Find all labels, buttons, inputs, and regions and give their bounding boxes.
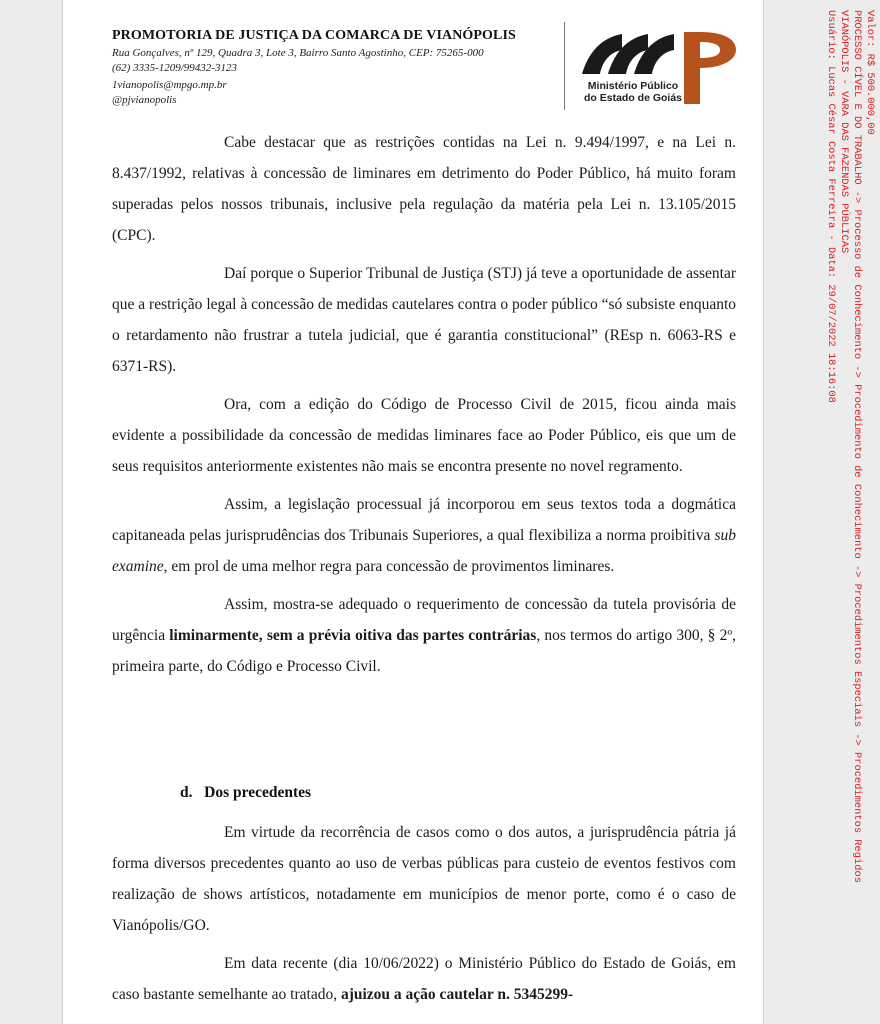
office-address: Rua Gonçalves, nº 129, Quadra 3, Lote 3, Bairro Santo Agostinho, CEP: 75265-000 [112, 47, 484, 59]
stamp-user-date: Usuário: Lucas César Costa Ferreira - Data: 29/07/2022 18:16:08 [825, 10, 837, 403]
paragraph-4-text-a: Assim, a legislação processual já incorporou em seus textos toda a dogmática capitaneada pelas jurisprudências dos Tribunais Superiores, a qual flexibiliza a norma proibitiva [112, 496, 736, 544]
logo-caption [578, 80, 688, 104]
stamp-text-block [806, 10, 876, 1024]
paragraph-3: Ora, com a edição do Código de Processo Civil de 2015, ficou ainda mais evidente a possibilidade da concessão de medidas liminares face ao Poder Público, eis que um de seus requisitos anteriormente existentes não mais se encontra presente no novel regramento. [112, 396, 736, 475]
section-heading: d. Dos precedentes [180, 784, 312, 801]
body-section-2 [112, 817, 736, 1010]
logo-line-2: do Estado de Goiás [583, 92, 683, 104]
office-social: @pjvianopolis [112, 94, 177, 106]
paragraph-5 [112, 589, 736, 682]
body-section-1 [112, 127, 736, 682]
paragraph-5-text-a: Assim, mostra-se adequado o requerimento de concessão da tutela provisória de urgência [112, 596, 736, 644]
paragraph-4-italic: sub examine [112, 527, 736, 575]
stamp-value: Valor: R$ 500.000,00 [864, 10, 876, 135]
office-title: PROMOTORIA DE JUSTIÇA DA COMARCA DE VIANÓPOLIS [112, 28, 516, 43]
paragraph-4-text-b: , em prol de uma melhor regra para concessão de provimentos liminares. [163, 558, 615, 575]
header-divider [564, 22, 565, 110]
stamp-court: VIANÓPOLIS - VARA DAS FAZENDAS PÚBLICAS [838, 10, 850, 254]
paragraph-7-text: Em data recente (dia 10/06/2022) o Ministério Público do Estado de Goiás, em caso bastante semelhante ao tratado, [112, 955, 736, 1003]
office-phone: (62) 3335-1209/99432-3123 [112, 62, 237, 74]
office-email: 1vianopolis@mpgo.mp.br [112, 79, 227, 91]
paragraph-5-bold: liminarmente, sem a prévia oitiva das partes contrárias [169, 627, 537, 644]
paragraph-2: Daí porque o Superior Tribunal de Justiça (STJ) já teve a oportunidade de assentar que a restrição legal à concessão de medidas cautelares contra o poder público “só subsiste enquanto o retardamento não frustrar a tutela judicial, que é garantia constitucional” (REsp n. 6063-RS e 6371-RS). [112, 265, 736, 375]
paragraph-1: Cabe destacar que as restrições contidas na Lei n. 9.494/1997, e na Lei n. 8.437/1992, relativas à concessão de liminares em detrimento do Poder Público, há muito foram superadas pelos nossos tribunais, inclusive pela regulação da matéria pela Lei n. 13.105/2015 (CPC). [112, 134, 736, 244]
paragraph-4 [112, 489, 736, 582]
paragraph-6: Em virtude da recorrência de casos como o dos autos, a jurisprudência pátria já forma diversos precedentes quanto ao uso de verbas públicas para custeio de eventos festivos com realização de shows artísticos, notadamente em municípios de menor porte, como é o caso de Vianópolis/GO. [112, 824, 736, 934]
paragraph-5-text-b: , nos termos do artigo 300, § 2º, primeira parte, do Código e Processo Civil. [112, 627, 736, 675]
court-side-stamp [806, 10, 876, 1024]
stamp-process-class: PROCESSO CÍVEL E DO TRABALHO -> Processo de Conhecimento -> Procedimento de Conhecimento -> Procedimentos Especiais -> Procedimentos Regidos [851, 10, 863, 883]
logo-line-1: Ministério Público [587, 80, 679, 92]
paragraph-7 [112, 948, 736, 1010]
paragraph-7-bold: ajuizou a ação cautelar n. 5345299- [340, 986, 574, 1003]
